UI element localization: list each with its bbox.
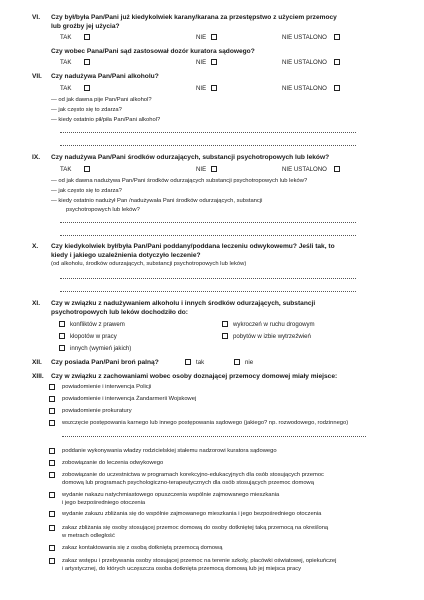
question-text: Czy wobec Pana/Pani sąd zastosował dozór kuratora sądowego? [51, 48, 255, 55]
checkbox[interactable] [49, 408, 55, 414]
option-label: wydanie nakazu natychmiastowego opuszczenia wspólnie zajmowanego mieszkania [62, 492, 280, 498]
checkbox[interactable] [84, 34, 90, 40]
answer-line[interactable] [62, 436, 366, 437]
option-label: poddanie wykonywania władzy rodzicielskiej stałemu nadzorowi kuratora sądowego [62, 448, 277, 454]
question-note: (od alkoholu, środków odurzających, substancji psychotropowych lub leków) [51, 261, 247, 267]
checkbox[interactable] [222, 321, 228, 327]
checkbox[interactable] [59, 333, 65, 339]
checkbox[interactable] [222, 333, 228, 339]
checkbox[interactable] [49, 472, 55, 478]
section-number: XII. [32, 359, 42, 366]
option-label: NIE USTALONO [282, 59, 327, 66]
checkbox[interactable] [334, 59, 340, 65]
sub-question: — od jak dawna nadużywa Pan/Pani środków odurzających substancji psychotropowych lub leków? [51, 178, 308, 184]
option-label: NIE USTALONO [282, 34, 327, 41]
question-text: Czy posiada Pan/Pani broń palną? [51, 359, 159, 366]
question-text: Czy w związku z nadużywaniem alkoholu i innych środków odurzających, substancji [51, 300, 316, 307]
checkbox[interactable] [334, 85, 340, 91]
option-label: pobytów w izbie wytrzeźwień [233, 333, 311, 340]
option-label: TAK [60, 34, 72, 41]
option-label: i jego bezpośredniego otoczenia [62, 500, 146, 506]
option-label: zakaz kontaktowania się z osobą dotkniętą przemocą domową [62, 545, 223, 551]
option-label: tak [196, 359, 205, 366]
sub-question: — jak często się to zdarza? [51, 107, 122, 113]
checkbox[interactable] [211, 59, 217, 65]
checkbox[interactable] [59, 345, 65, 351]
sub-question: — jak często się to zdarza? [51, 188, 122, 194]
answer-line[interactable] [60, 145, 356, 146]
option-label: kłopotów w pracy [70, 333, 117, 340]
checkbox[interactable] [211, 34, 217, 40]
answer-line[interactable] [60, 235, 356, 236]
checkbox[interactable] [49, 545, 55, 551]
checkbox[interactable] [49, 420, 55, 426]
section-number: VII. [32, 73, 42, 80]
sub-question: — kiedy ostatnio nadużył Pan /nadużywała Pani środków odurzających, substancji [51, 198, 263, 204]
checkbox[interactable] [49, 460, 55, 466]
sub-question: — od jak dawna pije Pan/Pani alkohol? [51, 97, 152, 103]
answer-line[interactable] [60, 222, 356, 223]
option-label: NIE [196, 166, 207, 173]
section-number: IX. [32, 154, 41, 161]
question-text: Czy nadużywa Pan/Pani alkoholu? [51, 73, 159, 80]
option-label: konfliktów z prawem [70, 321, 125, 328]
sub-question: psychotropowych lub leków? [66, 207, 140, 213]
checkbox[interactable] [49, 525, 55, 531]
checkbox[interactable] [211, 85, 217, 91]
checkbox[interactable] [49, 511, 55, 517]
option-label: wydanie zakazu zbliżania się do wspólnie zajmowanego mieszkania i jego bezpośredniego otoczenia [62, 511, 322, 517]
option-label: powiadomienie i interwencja Żandarmerii Wojskowej [62, 396, 197, 402]
checkbox[interactable] [49, 558, 55, 564]
checkbox[interactable] [84, 59, 90, 65]
section-number: X. [32, 243, 39, 250]
option-label: zobowiązanie do leczenia odwykowego [62, 460, 164, 466]
question-text: Czy w związku z zachowaniami wobec osoby doznającej przemocy domowej miały miejsce: [51, 373, 338, 380]
answer-line[interactable] [60, 132, 356, 133]
option-label: NIE [196, 34, 207, 41]
checkbox[interactable] [334, 34, 340, 40]
option-label: nie [245, 359, 254, 366]
option-label: wszczęcie postępowania karnego lub innego postępowania sądowego (jakiego? np. rozwodowego, rodzinnego) [62, 420, 349, 426]
checkbox[interactable] [59, 321, 65, 327]
checkbox[interactable] [185, 359, 191, 365]
option-label: w metrach odległość [62, 533, 115, 539]
sub-question: — kiedy ostatnio pił/piła Pan/Pani alkohol? [51, 117, 161, 123]
option-label: powiadomienie i interwencja Policji [62, 384, 152, 390]
option-label: NIE [196, 59, 207, 66]
option-label: TAK [60, 59, 72, 66]
answer-line[interactable] [60, 291, 356, 292]
checkbox[interactable] [84, 166, 90, 172]
option-label: zakaz wstępu i przebywania osoby stosującej przemoc na terenie szkoły, placówki oświatowej, opiekuńczej [62, 558, 337, 564]
option-label: zakaz zbliżania się osoby stosującej przemoc domową do osoby dotkniętej taką przemocą na określoną [62, 525, 329, 531]
question-text: psychotropowych lub leków dochodziło do: [51, 309, 189, 316]
question-text: Czy był/była Pan/Pani już kiedykolwiek karany/karana za przestępstwo z użyciem przemocy [51, 14, 337, 21]
section-number: XI. [32, 300, 41, 307]
option-label: NIE USTALONO [282, 166, 327, 173]
checkbox[interactable] [234, 359, 240, 365]
option-label: zobowiązanie do uczestnictwa w programach korekcyjno-edukacyjnych dla osób stosujących przemoc [62, 472, 324, 478]
option-label: wykroczeń w ruchu drogowym [233, 321, 315, 328]
option-label: NIE USTALONO [282, 85, 327, 92]
option-label: NIE [196, 85, 207, 92]
checkbox[interactable] [49, 448, 55, 454]
question-text: Czy kiedykolwiek był/była Pan/Pani poddany/poddana leczeniu odwykowemu? Jeśli tak, to [51, 243, 335, 250]
question-text: kiedy i jakiego uzależnienia dotyczyło leczenie? [51, 252, 201, 259]
option-label: domową lub programach psychologiczno-terapeutycznych dla osób stosujących przemoc domową [62, 480, 314, 486]
section-number: VI. [32, 14, 41, 21]
option-label: i artystycznej, do których uczęszcza osoba dotknięta przemocą domową lub jej miejsca pracy [62, 566, 302, 572]
option-label: TAK [60, 85, 72, 92]
answer-line[interactable] [60, 278, 356, 279]
question-text: lub groźby jej użycia? [51, 23, 120, 30]
option-label: powiadomienie prokuratury [62, 408, 132, 414]
checkbox[interactable] [49, 492, 55, 498]
question-text: Czy nadużywa Pan/Pani środków odurzających, substancji psychotropowych lub leków? [51, 154, 330, 161]
checkbox[interactable] [49, 396, 55, 402]
checkbox[interactable] [211, 166, 217, 172]
option-label: TAK [60, 166, 72, 173]
checkbox[interactable] [84, 85, 90, 91]
section-number: XIII. [32, 373, 44, 380]
option-label: innych (wymień jakich) [70, 345, 132, 352]
checkbox[interactable] [334, 166, 340, 172]
checkbox[interactable] [49, 384, 55, 390]
